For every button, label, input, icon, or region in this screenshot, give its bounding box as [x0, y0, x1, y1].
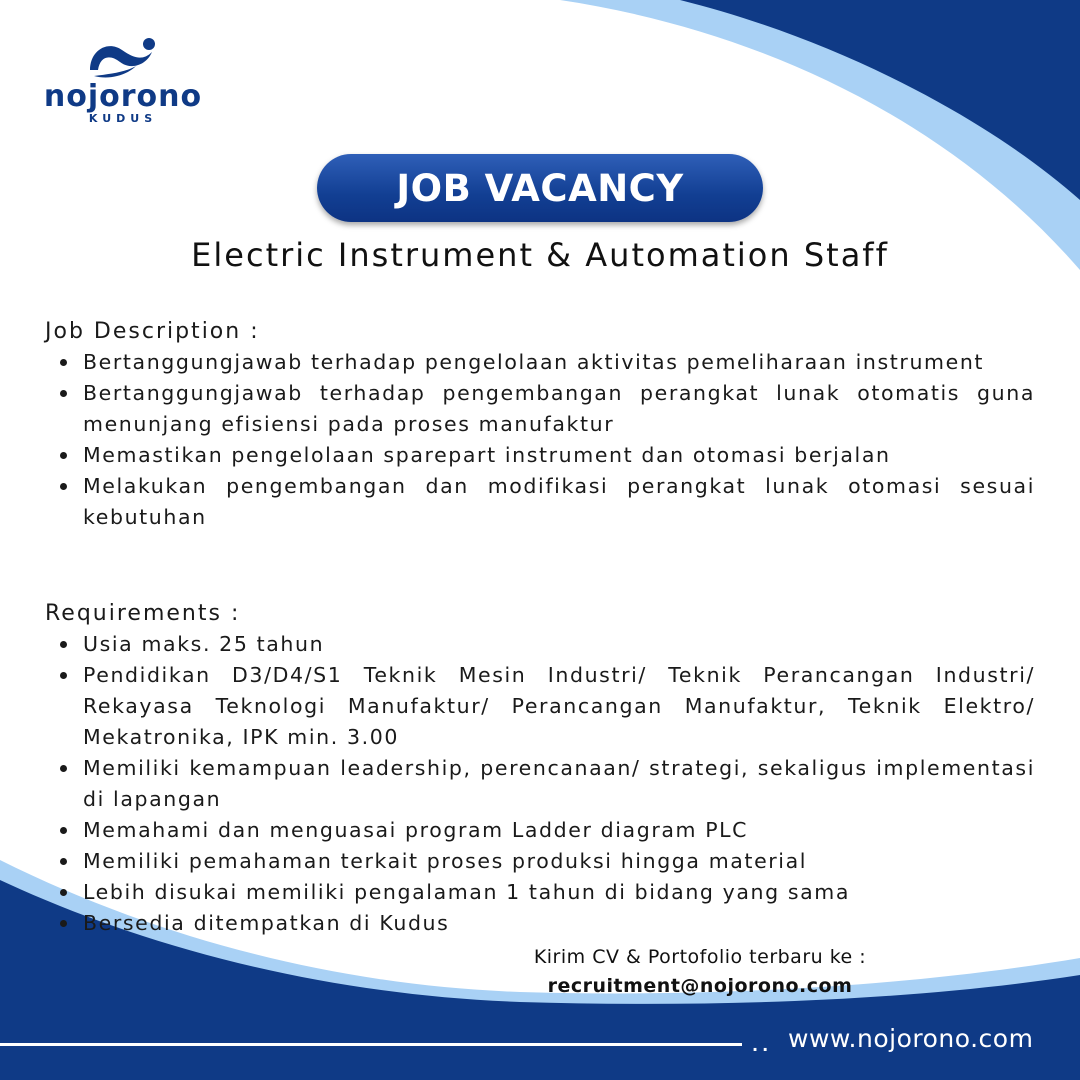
bullet-icon — [60, 920, 67, 927]
footer-divider — [0, 1043, 742, 1046]
brand-name: nojorono — [43, 79, 203, 114]
job-description-section — [45, 316, 1035, 533]
list-item: Memahami dan menguasai program Ladder diagram PLC — [45, 815, 1035, 846]
bullet-icon — [60, 858, 67, 865]
list-item: Bertanggungjawab terhadap pengelolaan aktivitas pemeliharaan instrument — [45, 347, 1035, 378]
brand-sublabel: KUDUS — [88, 112, 158, 125]
badge-label: JOB VACANCY — [396, 166, 684, 210]
bullet-icon — [60, 672, 67, 679]
requirements-section — [45, 598, 1035, 939]
list-item: Memiliki pemahaman terkait proses produksi hingga material — [45, 846, 1035, 877]
list-item: Bertanggungjawab terhadap pengembangan perangkat lunak otomatis guna menunjang efisiensi pada proses manufaktur — [45, 378, 1035, 440]
contact-intro: Kirim CV & Portofolio terbaru ke : — [533, 946, 867, 968]
swirl-logo-icon — [86, 36, 162, 80]
bullet-icon — [60, 452, 67, 459]
requirements-list — [45, 629, 1035, 939]
job-description-heading: Job Description : — [45, 319, 260, 344]
bullet-icon — [60, 483, 67, 490]
bullet-icon — [60, 390, 67, 397]
footer-dots-icon: ·· — [752, 1040, 773, 1059]
bullet-icon — [60, 359, 67, 366]
list-item: Pendidikan D3/D4/S1 Teknik Mesin Industri/ Teknik Perancangan Industri/ Rekayasa Teknologi Manufaktur/ Perancangan Manufaktur, Teknik Elektro/ Mekatronika, IPK min. 3.00 — [45, 660, 1035, 753]
job-vacancy-badge — [317, 154, 763, 222]
contact-block — [500, 943, 900, 1001]
list-item: Memiliki kemampuan leadership, perencanaan/ strategi, sekaligus implementasi di lapangan — [45, 753, 1035, 815]
list-item: Memastikan pengelolaan sparepart instrument dan otomasi berjalan — [45, 440, 1035, 471]
bullet-icon — [60, 827, 67, 834]
position-title: Electric Instrument & Automation Staff — [191, 236, 889, 274]
bullet-icon — [60, 889, 67, 896]
requirements-heading: Requirements : — [45, 601, 241, 626]
list-item: Bersedia ditempatkan di Kudus — [45, 908, 1035, 939]
website-link[interactable]: www.nojorono.com — [788, 1024, 1034, 1053]
list-item: Lebih disukai memiliki pengalaman 1 tahun di bidang yang sama — [45, 877, 1035, 908]
bullet-icon — [60, 765, 67, 772]
contact-email[interactable]: recruitment@nojorono.com — [547, 975, 853, 997]
job-description-list — [45, 347, 1035, 533]
list-item: Melakukan pengembangan dan modifikasi perangkat lunak otomasi sesuai kebutuhan — [45, 471, 1035, 533]
bullet-icon — [60, 641, 67, 648]
brand-logo — [38, 36, 208, 128]
list-item: Usia maks. 25 tahun — [45, 629, 1035, 660]
